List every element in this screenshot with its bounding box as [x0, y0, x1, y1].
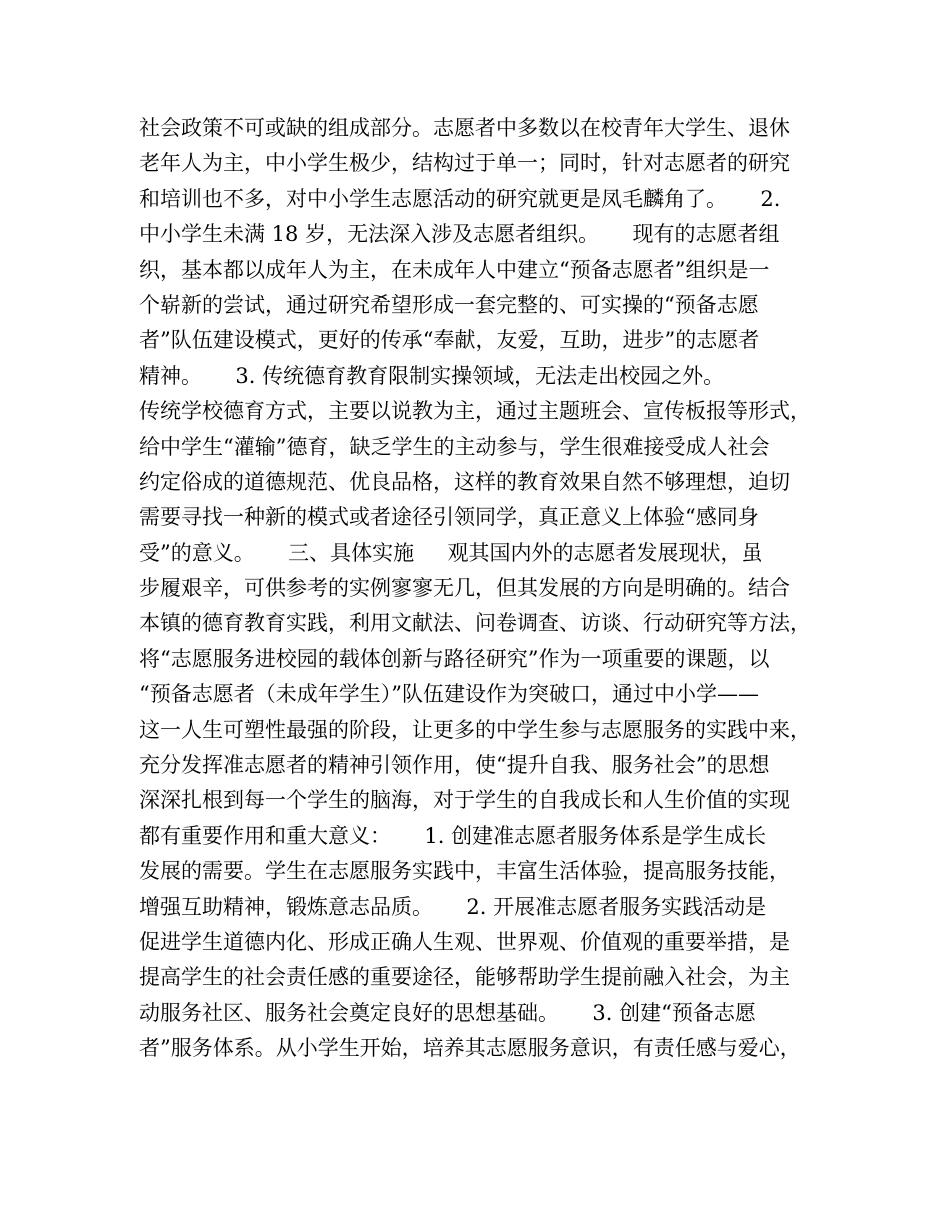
text-line: 促进学生道德内化、形成正确人生观、世界观、价值观的重要举措，是: [139, 929, 790, 954]
text-line: 增强互助精神，锻炼意志品质。 2. 开展准志愿者服务实践活动是: [139, 894, 767, 919]
text-line: 深深扎根到每一个学生的脑海，对于学生的自我成长和人生价值的实现: [139, 788, 790, 813]
text-line: 和培训也不多，对中小学生志愿活动的研究就更是凤毛麟角了。 2.: [139, 186, 781, 211]
text-line: 提高学生的社会责任感的重要途径，能够帮助学生提前融入社会，为主: [139, 965, 790, 990]
text-line: 传统学校德育方式，主要以说教为主，通过主题班会、宣传板报等形式，: [139, 399, 811, 424]
text-line: 步履艰辛，可供参考的实例寥寥无几，但其发展的方向是明确的。结合: [139, 576, 790, 601]
text-line: 者”服务体系。从小学生开始，培养其志愿服务意识，有责任感与爱心，: [139, 1036, 801, 1061]
text-line: 约定俗成的道德规范、优良品格，这样的教育效果自然不够理想，迫切: [139, 469, 790, 494]
text-line: 社会政策不可或缺的组成部分。志愿者中多数以在校青年大学生、退休: [139, 116, 790, 140]
text-line: 本镇的德育教育实践，利用文献法、问卷调查、访谈、行动研究等方法，: [139, 611, 811, 636]
text-line: 受”的意义。 三、具体实施 观其国内外的志愿者发展现状，虽: [139, 540, 763, 565]
text-line: 这一人生可塑性最强的阶段，让更多的中学生参与志愿服务的实践中来，: [139, 717, 811, 742]
text-line: 发展的需要。学生在志愿服务实践中，丰富生活体验，提高服务技能，: [139, 859, 790, 884]
text-line: 精神。 3. 传统德育教育限制实操领域，无法走出校园之外。: [139, 363, 725, 388]
text-line: 动服务社区、服务社会奠定良好的思想基础。 3. 创建“预备志愿: [139, 1000, 756, 1025]
text-line: 充分发挥准志愿者的精神引领作用，使“提升自我、服务社会”的思想: [139, 753, 770, 778]
text-line: 中小学生未满 18 岁，无法深入涉及志愿者组织。 现有的志愿者组: [139, 222, 780, 247]
text-line: 将“志愿服务进校园的载体创新与路径研究”作为一项重要的课题，以: [139, 646, 770, 671]
text-line: 老年人为主，中小学生极少，结构过于单一；同时，针对志愿者的研究: [139, 151, 790, 176]
text-line: 都有重要作用和重大意义： 1. 创建准志愿者服务体系是学生成长: [139, 823, 767, 848]
body-text: [139, 111, 839, 1067]
text-line: 需要寻找一种新的模式或者途径引领同学，真正意义上体验“感同身: [139, 505, 759, 530]
text-line: “预备志愿者（未成年学生）”队伍建设作为突破口，通过中小学——: [139, 682, 759, 707]
text-line: 织，基本都以成年人为主，在未成年人中建立“预备志愿者”组织是一: [139, 257, 770, 282]
text-line: 者”队伍建设模式，更好的传承“奉献，友爱，互助，进步”的志愿者: [139, 328, 760, 353]
text-line: 个崭新的尝试，通过研究希望形成一套完整的、可实操的“预备志愿: [139, 292, 759, 317]
text-line: 给中学生“灌输”德育，缺乏学生的主动参与，学生很难接受成人社会: [139, 434, 770, 459]
